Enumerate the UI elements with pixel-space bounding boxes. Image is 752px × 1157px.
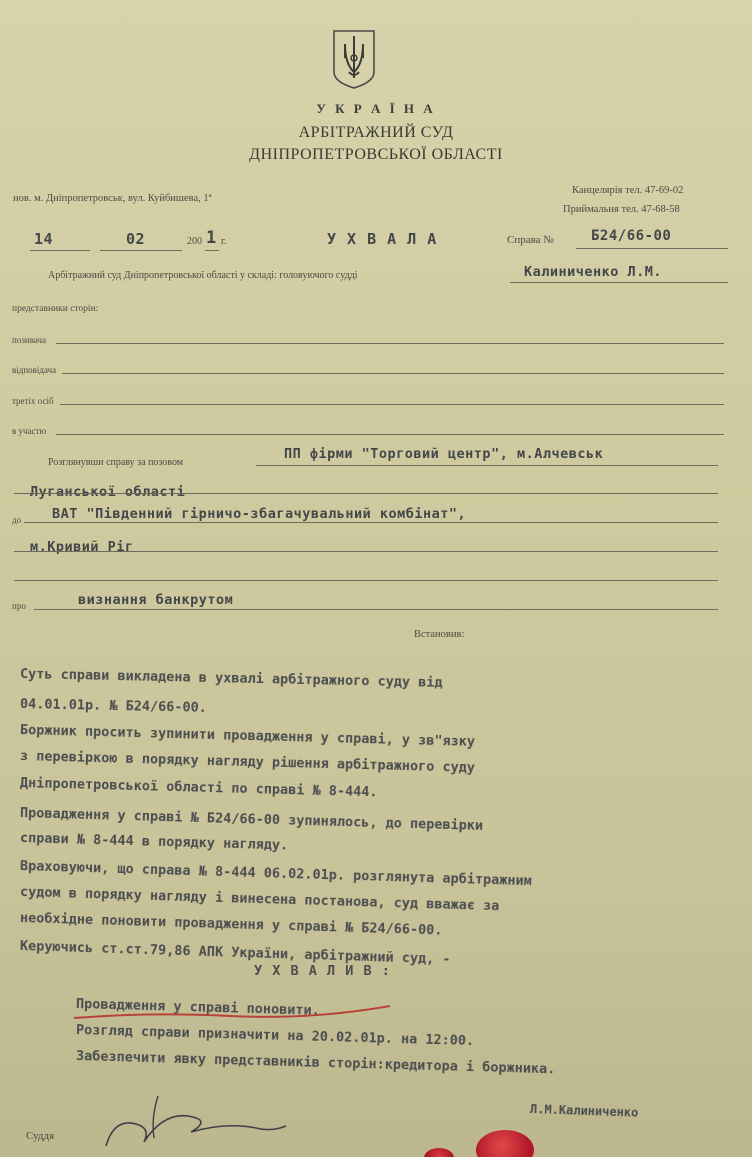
defendant-city: м.Кривий Ріг [30,539,134,555]
country-heading: У К Р А Ї Н А [316,101,436,116]
claimant-region: Луганської області [30,484,186,500]
third-party-label: третіх осіб [12,396,54,406]
court-name-line2: ДНІПРОПЕТРОВСЬКОЇ ОБЛАСТІ [249,146,503,163]
defendant-to-label: до [12,515,22,525]
about-label: про [12,601,26,611]
body-line-7: справи № 8-444 в порядку нагляду. [19,830,289,854]
defendant-name: ВАТ "Південний гірничо-збагачувальний комбінат", [52,506,467,522]
ruling-year-prefix: 200 [187,236,202,247]
red-seal [476,1130,534,1157]
reps-label: представники сторін: [12,304,99,314]
case-number-label: Справа № [507,234,554,246]
plaintiff-label: позивача [12,335,46,345]
body-line-3: Боржник просить зупинити провадження у справі, у зв"язку [19,722,476,750]
composition-label: Арбітражний суд Дніпропетровської області у складі: головуючого судді [48,270,358,281]
ruling-year-suffix: г. [221,236,227,247]
present-label: в участю [12,426,47,436]
decision-2: Розгляд справи призначити на 20.02.01р. на 12:00. [75,1022,475,1050]
red-seal-small [424,1148,454,1157]
phone-reception: Приймальня тел. 47-68-58 [563,204,680,215]
phone-office: Канцелярія тел. 47-69-02 [572,185,684,196]
body-line-11: Керуючись ст.ст.79,86 АПК України, арбітражний суд, - [19,938,451,968]
decision-1: Провадження у справі поновити. [75,996,320,1019]
body-line-6: Провадження у справі № Б24/66-00 зупинялось, до перевірки [19,805,484,834]
ruling-title: У Х В А Л А [327,230,438,248]
claim-subject: визнання банкрутом [78,592,234,608]
coat-of-arms-emblem [331,28,377,90]
claim-label: Розглянувши справу за позовом [48,457,184,468]
presiding-judge: Калиниченко Л.М. [524,264,663,280]
ruling-day: 14 [34,230,54,248]
body-line-5: Дніпропетровської області по справі № 8-444. [19,775,378,801]
body-line-1: Суть справи викладена в ухвалі арбітражного суду від [19,666,443,691]
case-number: Б24/66-00 [591,228,672,244]
body-line-4: з перевіркою в порядку нагляду рішення арбітражного суду [19,748,476,776]
body-line-8: Враховуючи, що справа № 8-444 06.02.01р. розглянута арбітражним [19,858,533,890]
ruling-month: 02 [126,230,146,248]
judge-signature-label: Суддя [26,1130,55,1142]
established-label: Встановив: [414,629,465,640]
handwritten-signature [96,1088,296,1157]
decision-3: Забезпечити явку представників сторін:кредитора і боржника. [75,1048,556,1078]
court-name-line1: АРБІТРАЖНИЙ СУД [298,124,454,141]
ruling-year-digit: 1 [206,228,217,248]
judge-printed-name: Л.М.Калиниченко [529,1102,639,1120]
body-line-2: 04.01.01р. № Б24/66-00. [19,696,208,716]
claimant-name: ПП фірми "Торговий центр", м.Алчевськ [284,446,604,462]
court-address: нов. м. Дніпропетровськ, вул. Куйбишева, 1ª [13,193,212,204]
red-underline-mark [70,1000,400,1026]
body-line-9: судом в порядку нагляду і винесена постанова, суд вважає за [19,884,500,915]
defendant-label: відповідача [12,365,57,375]
body-line-10: необхідне поновити провадження у справі № Б24/66-00. [19,910,443,939]
decided-label: У Х В А Л И В : [254,963,391,979]
